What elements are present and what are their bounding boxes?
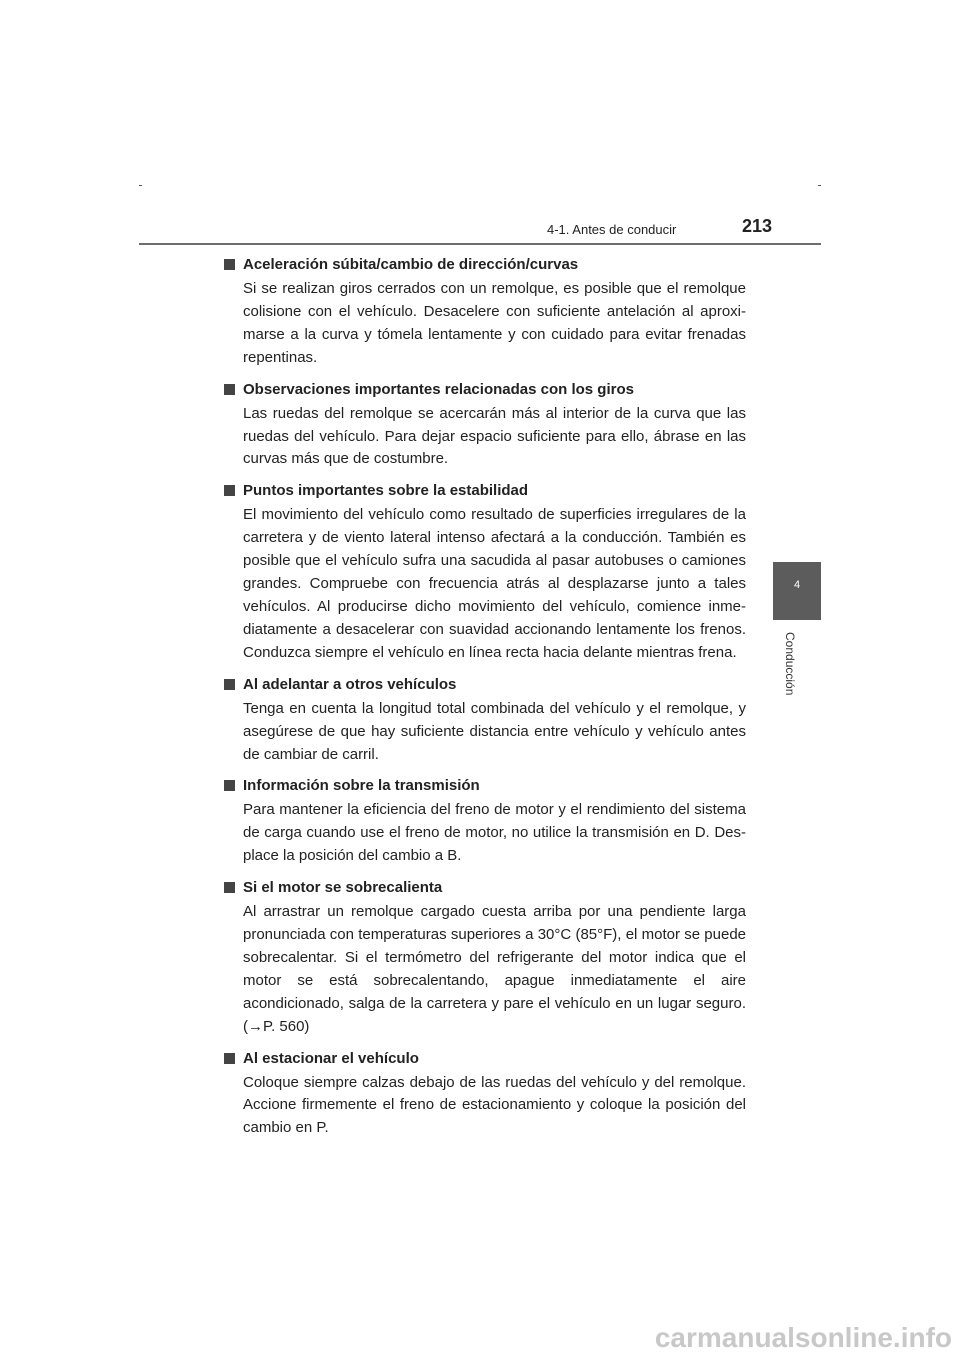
section-heading-text: Información sobre la transmisión [243, 777, 480, 795]
section-item [224, 479, 746, 664]
section-heading-text: Si el motor se sobrecalienta [243, 879, 443, 897]
watermark: carmanualsonline.info [654, 1322, 952, 1353]
section-body: Para mantener la eficiencia del freno de motor y el rendimiento del sistema de carga cuando use el freno de motor, no utilice la transmisión en D. Des-place la posición del cambio a B. [243, 801, 746, 865]
square-bullet-icon [224, 1047, 243, 1070]
section-item [224, 774, 746, 868]
section-heading-text: Aceleración súbita/cambio de dirección/curvas [243, 256, 579, 273]
header-divider [139, 243, 821, 245]
crop-mark-left [139, 185, 142, 186]
section-body: Coloque siempre calzas debajo de las ruedas del vehículo y del remolque. Accione firmemente el freno de estacionamiento y coloque la posición del cambio en P. [243, 1073, 746, 1137]
section-heading-text: Puntos importantes sobre la estabilidad [243, 482, 529, 500]
section-heading [224, 1047, 746, 1070]
chapter-number: 4 [793, 579, 801, 591]
square-bullet-icon [224, 876, 243, 899]
chapter-tab [773, 562, 821, 620]
section-item [224, 673, 746, 767]
content-column [224, 253, 746, 1148]
page-number: 213 [742, 216, 773, 236]
section-heading-text: Observaciones importantes relacionadas con los giros [243, 380, 634, 398]
square-bullet-icon [224, 479, 243, 502]
section-heading [224, 774, 746, 797]
section-heading [224, 479, 746, 502]
section-item [224, 1047, 746, 1141]
section-item [224, 378, 746, 472]
section-heading [224, 253, 746, 276]
section-heading-text: Al adelantar a otros vehículos [243, 675, 457, 693]
section-heading-text: Al estacionar el vehículo [243, 1049, 419, 1067]
section-item [224, 253, 746, 370]
square-bullet-icon [224, 673, 243, 696]
section-body: Las ruedas del remolque se acercarán más al interior de la curva que las ruedas del vehículo. Para dejar espacio suficiente para ello, ábrase en las curvas más que de costumbre. [243, 404, 746, 468]
section-body: El movimiento del vehículo como resultado de superficies irregulares de la carretera y de viento lateral intenso afectará a la conducción. También es posible que el vehículo sufra una sacudida al pasar autobuses o camiones grandes. Compruebe con frecuencia atrás al desplazarse junto a tales vehículos. Al producirse dicho movimiento del vehículo, comience inme-diatamente a desacelerar con suavidad accionando lentamente los frenos. Conduzca siempre el vehículo en línea recta hacia delante mientras frena. [243, 506, 746, 661]
section-heading [224, 673, 746, 696]
square-bullet-icon [224, 253, 243, 276]
section-heading [224, 378, 746, 401]
section-heading [224, 876, 746, 899]
section-item [224, 876, 746, 1038]
section-body: Tenga en cuenta la longitud total combinada del vehículo y el remolque, y asegúrese de que hay suficiente distancia entre vehículo y vehículo antes de cambiar de carril. [243, 699, 746, 763]
section-body: Al arrastrar un remolque cargado cuesta arriba por una pendiente larga pronunciada con temperaturas superiores a 30°C (85°F), el motor se puede sobrecalentar. Si el termómetro del refrigerante del motor indica que el motor se está sobrecalentando, apague inmediatamente el aire acondicionado, salga de la carretera y pare el vehículo en un lugar seguro. (→P. 560) [243, 903, 746, 1035]
square-bullet-icon [224, 378, 243, 401]
section-header: 4-1. Antes de conducir [547, 222, 677, 237]
crop-mark-right [818, 185, 821, 186]
square-bullet-icon [224, 774, 243, 797]
section-body: Si se realizan giros cerrados con un remolque, es posible que el remolque colisione con el vehículo. Desacelere con suficiente antelación al aproxi-marse a la curva y tómela lentamente y con cuidado para evitar frenadas repentinas. [243, 280, 746, 366]
chapter-label: Conducción [783, 632, 797, 696]
